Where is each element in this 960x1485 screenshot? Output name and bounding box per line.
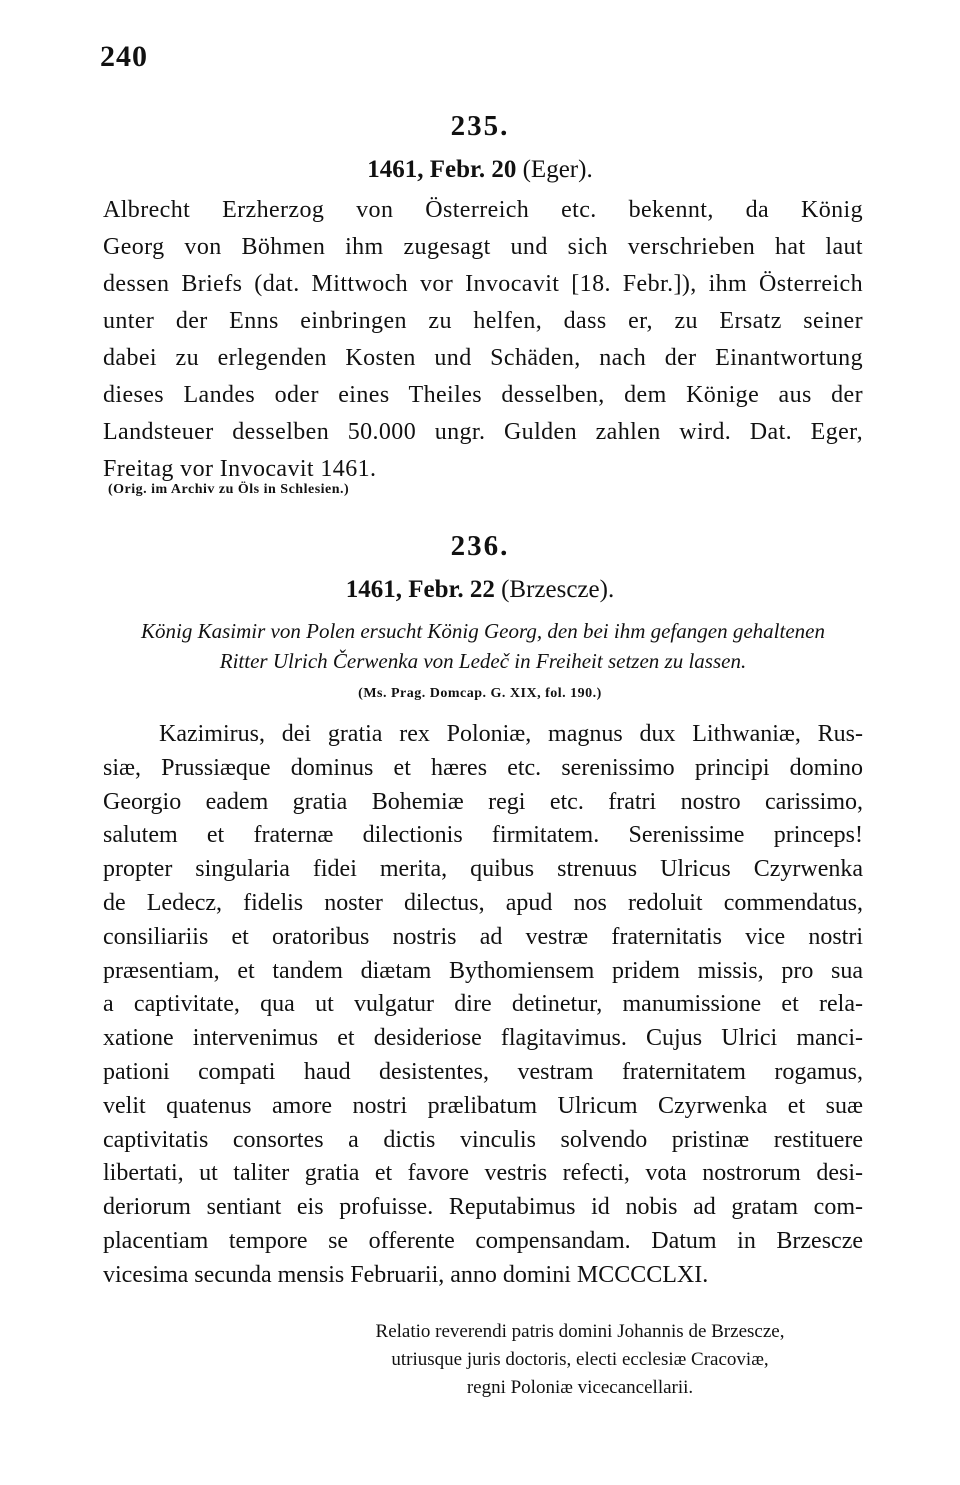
text-line: Freitag vor Invocavit 1461. <box>103 456 377 482</box>
text-line: Kazimirus, dei gratia rex Poloniæ, magnus dux Lithwaniæ, Rus- <box>159 721 863 747</box>
dateline-235 <box>0 156 960 184</box>
relatio-line: regni Poloniæ vicecancellarii. <box>466 1377 694 1398</box>
text-line: Georgio eadem gratia Bohemiæ regi etc. fratri nostro carissimo, <box>103 788 863 815</box>
date-235: 1461, Febr. 20 <box>367 156 517 183</box>
relatio-note-236 <box>300 1318 860 1402</box>
text-line: salutem et fraternæ dilectionis firmitatem. Serenissime princeps! <box>103 822 863 849</box>
text-line: de Ledecz, fidelis noster dilectus, apud nos redoluit commendatus, <box>103 889 863 916</box>
text-line: xatione intervenimus et desideriose flagitavimus. Cujus Ulrici manci- <box>103 1025 863 1052</box>
text-line: consiliariis et oratoribus nostris ad vestræ fraternitatis vice nostri <box>103 923 863 950</box>
source-note-236: (Ms. Prag. Domcap. G. XIX, fol. 190.) <box>358 686 602 701</box>
source-note-235: (Orig. im Archiv zu Öls in Schlesien.) <box>108 482 350 497</box>
text-line: captivitatis consortes a dictis vinculis solvendo pristinæ restituere <box>103 1126 863 1153</box>
text-line: dieses Landes oder eines Theiles desselben, dem Könige aus der <box>103 382 863 408</box>
text-line: deriorum sentiant eis profuisse. Reputabimus id nobis ad gratam com- <box>103 1194 863 1221</box>
relatio-line: Relatio reverendi patris domini Johannis de Brzescze, <box>375 1321 785 1342</box>
regest-235 <box>103 192 863 488</box>
date-236: 1461, Febr. 22 <box>345 576 495 603</box>
relatio-line: utriusque juris doctoris, electi ecclesiæ Cracoviæ, <box>391 1349 769 1370</box>
place-236: (Brzescze). <box>501 576 615 603</box>
summary-line: König Kasimir von Polen ersucht König Georg, den bei ihm gefangen gehaltenen <box>141 619 825 643</box>
summary-236 <box>103 616 863 676</box>
letter-text-236 <box>103 718 863 1293</box>
text-line: Landsteuer desselben 50.000 ungr. Gulden zahlen wird. Dat. Eger, <box>103 419 863 445</box>
place-235: (Eger). <box>522 156 593 183</box>
text-line: pationi compati haud desistentes, vestram fraternitatem rogamus, <box>103 1058 863 1085</box>
text-line: libertati, ut taliter gratia et favore vestris refecti, vota nostrorum desi- <box>103 1160 863 1187</box>
text-line: propter singularia fidei merita, quibus strenuus Ulricus Czyrwenka <box>103 856 863 883</box>
entry-number-235: 235. <box>450 110 510 142</box>
page-number: 240 <box>100 40 148 73</box>
text-line: Georg von Böhmen ihm zugesagt und sich verschrieben hat laut <box>103 234 863 260</box>
text-line: unter der Enns einbringen zu helfen, dass er, zu Ersatz seiner <box>103 308 863 334</box>
text-line: vicesima secunda mensis Februarii, anno domini MCCCCLXI. <box>103 1261 709 1288</box>
text-line: a captivitate, qua ut vulgatur dire detinetur, manumissione et rela- <box>103 991 863 1018</box>
text-line: placentiam tempore se offerente compensandam. Datum in Brzescze <box>103 1227 863 1254</box>
text-line: siæ, Prussiæque dominus et hæres etc. serenissimo principi domino <box>103 754 863 781</box>
text-line: præsentiam, et tandem diætam Bythomiensem pridem missis, pro sua <box>103 957 863 984</box>
summary-line: Ritter Ulrich Čerwenka von Ledeč in Freiheit setzen zu lassen. <box>219 649 747 673</box>
text-line: velit quatenus amore nostri prælibatum Ulricum Czyrwenka et suæ <box>103 1092 863 1119</box>
text-line: dessen Briefs (dat. Mittwoch vor Invocavit [18. Febr.]), ihm Österreich <box>103 271 863 297</box>
text-line: dabei zu erlegenden Kosten und Schäden, nach der Einantwortung <box>103 345 863 371</box>
dateline-236 <box>0 576 960 604</box>
text-line: Albrecht Erzherzog von Österreich etc. bekennt, da König <box>103 197 863 223</box>
entry-number-236: 236. <box>450 530 510 562</box>
